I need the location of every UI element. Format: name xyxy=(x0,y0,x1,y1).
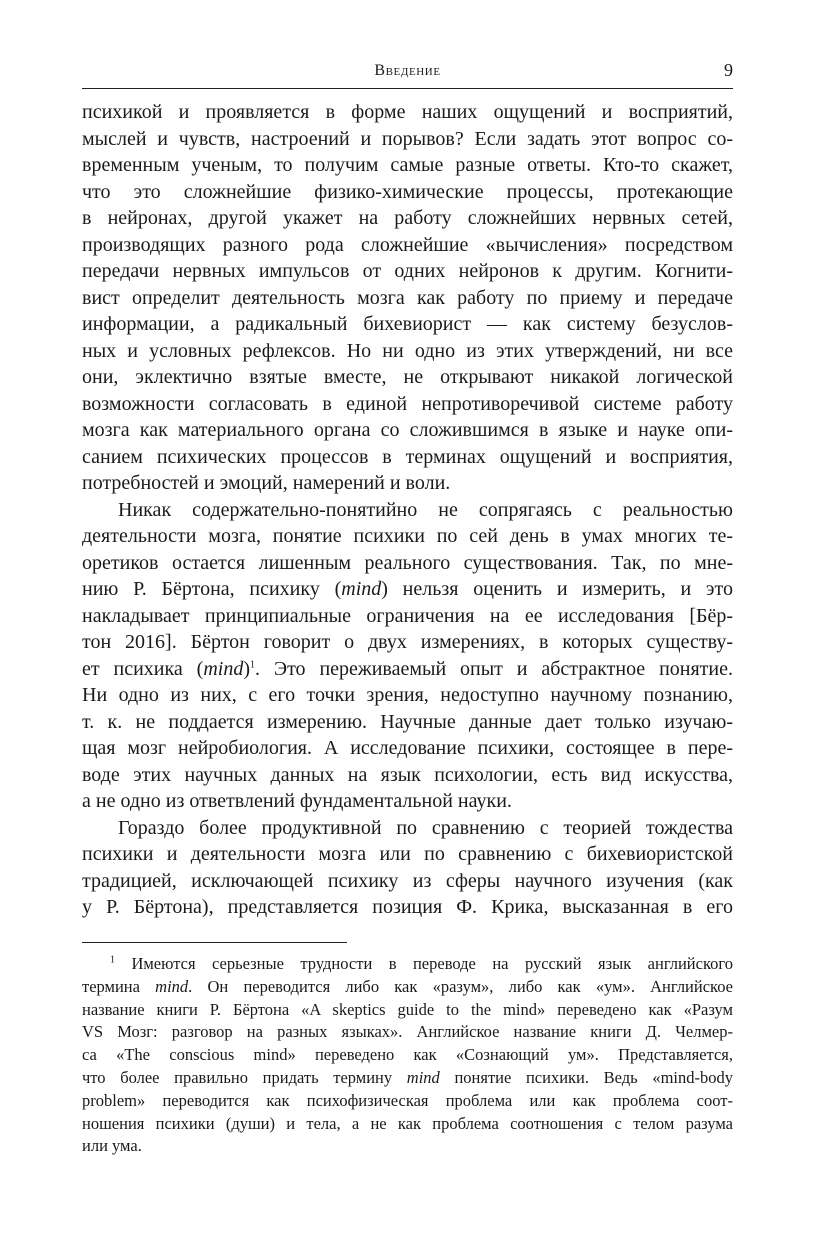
text-segment: нию Р. Бёртона, психику ( xyxy=(82,578,342,600)
italic-term: mind xyxy=(341,578,382,600)
text-segment: . Он переводится либо как «разум», либо как «ум». Английское xyxy=(188,976,733,996)
footnote-line: или ума. xyxy=(82,1136,142,1156)
paragraph-1 xyxy=(82,99,733,497)
text-line: возможности согласовать в единой непротиворечивой системе работу xyxy=(82,392,733,415)
text-line: потребностей и эмоций, намерений и воли. xyxy=(82,472,451,494)
footnote-line xyxy=(82,976,733,999)
text-line: Ни одно из них, с его точки зрения, недоступно научному познанию, xyxy=(82,684,733,706)
text-line: они, эклектично взятые вместе, не открывают никакой логической xyxy=(82,366,733,388)
text-segment: ) нельзя оценить и измерить, и это xyxy=(381,578,733,600)
text-line: а не одно из ответвлений фундаментальной науки. xyxy=(82,790,512,812)
footnote-reference[interactable]: 1 xyxy=(250,658,255,670)
text-segment: . Это переживаемый опыт и абстрактное понятие. xyxy=(255,657,733,680)
italic-term: mind xyxy=(155,976,189,996)
text-line: тон 2016]. Бёртон говорит о двух измерениях, в которых существу- xyxy=(82,631,733,653)
running-head xyxy=(82,58,733,88)
main-text xyxy=(82,99,733,921)
text-line: что это сложнейшие физико-химические процессы, протекающие xyxy=(82,180,733,203)
text-line: накладывает принципиальные ограничения на ее исследования [Бёр- xyxy=(82,604,733,627)
text-line: психикой и проявляется в форме наших ощущений и восприятий, xyxy=(82,101,733,123)
header-rule xyxy=(82,88,733,89)
text-line: Никак содержательно-понятийно не сопрягаясь с реальностью xyxy=(118,498,733,521)
text-line: щая мозг нейробиология. А исследование психики, состоящее в пере- xyxy=(82,737,733,759)
text-line: ных и условных рефлексов. Но ни одно из этих утверждений, ни все xyxy=(82,339,733,362)
text-line: у Р. Бёртона), представляется позиция Ф. Крика, высказанная в его xyxy=(82,896,733,918)
paragraph-3 xyxy=(82,815,733,921)
footnote-line: VS Мозг: разговор на разных языках». Английское название книги Д. Челмер- xyxy=(82,1022,733,1042)
text-segment: термина xyxy=(82,976,156,996)
footnote-line: problem» переводится как психофизическая проблема или как проблема соот- xyxy=(82,1090,733,1110)
text-line xyxy=(82,576,733,603)
text-line: деятельности мозга, понятие психики по сей день в умах многих те- xyxy=(82,525,733,547)
footnote-line: са «The conscious mind» переведено как «Сознающий ум». Представляется, xyxy=(82,1045,733,1065)
running-title: Введение xyxy=(374,62,441,79)
text-line: Гораздо более продуктивной по сравнению с теорией тождества xyxy=(118,816,733,839)
italic-term: mind xyxy=(406,1067,440,1087)
text-line: вист определит деятельность мозга как работу по приему и передаче xyxy=(82,286,733,309)
text-segment: что более правильно придать термину xyxy=(82,1067,407,1087)
page-number: 9 xyxy=(724,60,733,80)
text-segment: ) xyxy=(243,657,250,680)
text-line: оретиков остается лишенным реального существования. Так, по мне- xyxy=(82,551,733,574)
text-line: воде этих научных данных на язык психологии, есть вид искусства, xyxy=(82,763,733,786)
footnote-line xyxy=(82,953,733,976)
text-line: информации, а радикальный бихевиорист — как систему безуслов- xyxy=(82,313,733,335)
text-line: традицией, исключающей психику из сферы научного изучения (как xyxy=(82,869,733,892)
text-line: т. к. не поддается измерению. Научные данные дает только изучаю- xyxy=(82,710,733,733)
text-segment: ет психика ( xyxy=(82,657,204,680)
text-line: временным ученым, то получим самые разные ответы. Кто-то скажет, xyxy=(82,154,733,176)
footnote-1 xyxy=(82,953,733,1158)
text-line xyxy=(82,656,733,683)
text-line: передачи нервных импульсов от одних нейронов к другим. Когнити- xyxy=(82,260,733,282)
text-line: мыслей и чувств, настроений и порывов? Если задать этот вопрос со- xyxy=(82,127,733,150)
text-segment: Имеются серьезные трудности в переводе на русский язык английского xyxy=(131,954,733,973)
footnote-line: название книги Р. Бёртона «A skeptics guide to the mind» переведено как «Разум xyxy=(82,999,733,1019)
paragraph-2 xyxy=(82,497,733,815)
text-line: психики и деятельности мозга или по сравнению с бихевиористской xyxy=(82,843,733,865)
text-segment: понятие психики. Ведь «mind-body xyxy=(439,1067,733,1087)
text-line: мозга как материального органа со сложившимся в языке и науке опи- xyxy=(82,419,733,441)
text-line: санием психических процессов в терминах ощущений и восприятия, xyxy=(82,445,733,468)
footnote-line: ношения психики (души) и тела, а не как проблема соотношения с телом разума xyxy=(82,1113,733,1133)
footnote-separator xyxy=(82,942,347,943)
footnote-line xyxy=(82,1067,733,1090)
footnote-marker: 1 xyxy=(110,954,115,966)
text-line: производящих разного рода сложнейшие «вычисления» посредством xyxy=(82,233,733,256)
italic-term: mind xyxy=(203,657,244,680)
text-line: в нейронах, другой укажет на работу сложнейших нервных сетей, xyxy=(82,207,733,229)
